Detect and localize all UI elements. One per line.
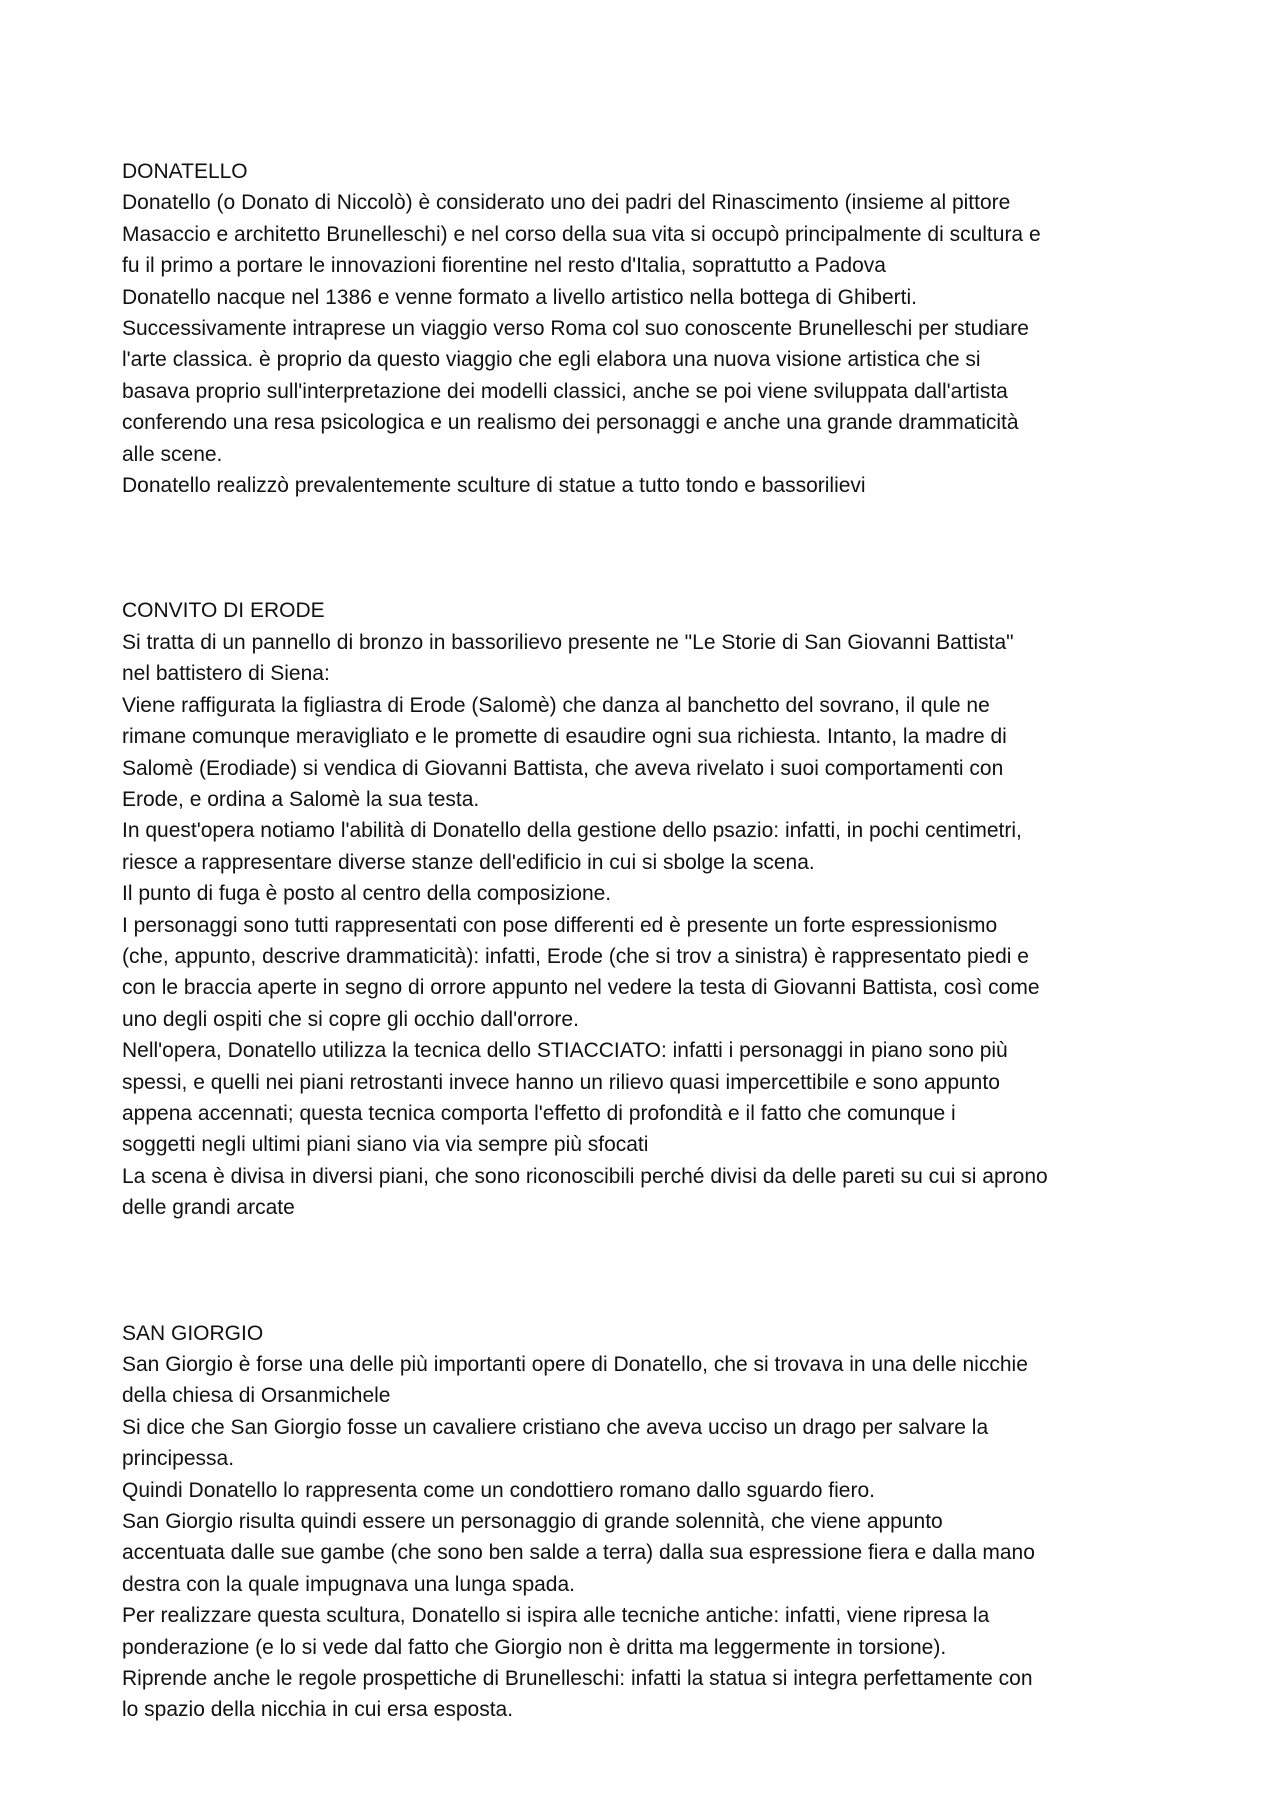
section-title: CONVITO DI ERODE (122, 599, 325, 623)
paragraph-line: ponderazione (e lo si vede dal fatto che Giorgio non è dritta ma leggermente in torsione). (122, 1635, 947, 1659)
paragraph-line: destra con la quale impugnava una lunga spada. (122, 1572, 575, 1596)
paragraph-line: basava proprio sull'interpretazione dei modelli classici, anche se poi viene sviluppata dall'artista (122, 379, 1008, 403)
paragraph-line: con le braccia aperte in segno di orrore appunto nel vedere la testa di Giovanni Battista, così come (122, 976, 1040, 1000)
document-section (122, 595, 1172, 1223)
paragraph-line: principessa. (122, 1447, 235, 1471)
paragraph-line: Salomè (Erodiade) si vendica di Giovanni Battista, che aveva rivelato i suoi comportamenti con (122, 756, 1004, 780)
paragraph-line: San Giorgio è forse una delle più importanti opere di Donatello, che si trovava in una delle nicchie (122, 1353, 1028, 1376)
paragraph-line: Viene raffigurata la figliastra di Erode (Salomè) che danza al banchetto del sovrano, il qule ne (122, 693, 990, 717)
paragraph-line: Donatello nacque nel 1386 e venne formato a livello artistico nella bottega di Ghiberti. (122, 285, 917, 309)
paragraph-line: delle grandi arcate (122, 1196, 295, 1220)
paragraph-line: In quest'opera notiamo l'abilità di Donatello della gestione dello psazio: infatti, in pochi centimetri, (122, 819, 1022, 843)
paragraph-line: Masaccio e architetto Brunelleschi) e nel corso della sua vita si occupò principalmente di scultura e (122, 222, 1041, 246)
paragraph-line: Si dice che San Giorgio fosse un cavaliere cristiano che aveva ucciso un drago per salvare la (122, 1415, 989, 1439)
paragraph-line: (che, appunto, descrive drammaticità): infatti, Erode (che si trov a sinistra) è rappresentato piedi e (122, 944, 1029, 968)
paragraph-line: appena accennati; questa tecnica comporta l'effetto di profondità e il fatto che comunque i (122, 1101, 956, 1125)
paragraph-line: fu il primo a portare le innovazioni fiorentine nel resto d'Italia, soprattutto a Padova (122, 254, 886, 278)
paragraph-line: Erode, e ordina a Salomè la sua testa. (122, 787, 480, 811)
paragraph-line: Successivamente intraprese un viaggio verso Roma col suo conoscente Brunelleschi per studiare (122, 317, 1029, 341)
paragraph-line: nel battistero di Siena: (122, 662, 330, 686)
paragraph-line: soggetti negli ultimi piani siano via via sempre più sfocati (122, 1133, 649, 1157)
paragraph-line: Quindi Donatello lo rappresenta come un condottiero romano dallo sguardo fiero. (122, 1478, 875, 1502)
document-page (122, 156, 1172, 1726)
paragraph-line: spessi, e quelli nei piani retrostanti invece hanno un rilievo quasi impercettibile e sono appunto (122, 1070, 1000, 1094)
paragraph-line: accentuata dalle sue gambe (che sono ben salde a terra) dalla sua espressione fiera e dalla mano (122, 1541, 1035, 1565)
paragraph-line: alle scene. (122, 442, 223, 466)
section-title: DONATELLO (122, 160, 248, 183)
paragraph-line: rimane comunque meravigliato e le promette di esaudire ogni sua richiesta. Intanto, la madre di (122, 725, 1007, 749)
paragraph-line: I personaggi sono tutti rappresentati con pose differenti ed è presente un forte espressionismo (122, 913, 998, 937)
paragraph-line: riesce a rappresentare diverse stanze dell'edificio in cui si sbolge la scena. (122, 850, 815, 874)
paragraph-line: San Giorgio risulta quindi essere un personaggio di grande solennità, che viene appunto (122, 1510, 943, 1534)
paragraph-line: Per realizzare questa scultura, Donatello si ispira alle tecniche antiche: infatti, viene ripresa la (122, 1604, 990, 1628)
paragraph-line: lo spazio della nicchia in cui ersa esposta. (122, 1698, 514, 1722)
paragraph-line: l'arte classica. è proprio da questo viaggio che egli elabora una nuova visione artistica che si (122, 348, 981, 372)
paragraph-line: Nell'opera, Donatello utilizza la tecnica dello STIACCIATO: infatti i personaggi in piano sono più (122, 1039, 1008, 1063)
paragraph-line: della chiesa di Orsanmichele (122, 1384, 391, 1408)
document-section (122, 1318, 1172, 1726)
paragraph-line: uno degli ospiti che si copre gli occhio dall'orrore. (122, 1007, 579, 1031)
document-section (122, 156, 1172, 501)
paragraph-line: conferendo una resa psicologica e un realismo dei personaggi e anche una grande drammaticità (122, 411, 1019, 435)
paragraph-line: Riprende anche le regole prospettiche di Brunelleschi: infatti la statua si integra perfettamente con (122, 1667, 1033, 1691)
paragraph-line: La scena è divisa in diversi piani, che sono riconoscibili perché divisi da delle pareti su cui si aprono (122, 1164, 1048, 1188)
paragraph-line: Donatello (o Donato di Niccolò) è considerato uno dei padri del Rinascimento (insieme al pittore (122, 191, 1011, 215)
paragraph-line: Donatello realizzò prevalentemente sculture di statue a tutto tondo e bassorilievi (122, 474, 866, 498)
paragraph-line: Si tratta di un pannello di bronzo in bassorilievo presente ne "Le Storie di San Giovanni Battista" (122, 630, 1014, 654)
paragraph-line: Il punto di fuga è posto al centro della composizione. (122, 882, 612, 906)
section-title: SAN GIORGIO (122, 1321, 264, 1345)
document-body (122, 156, 1172, 1726)
